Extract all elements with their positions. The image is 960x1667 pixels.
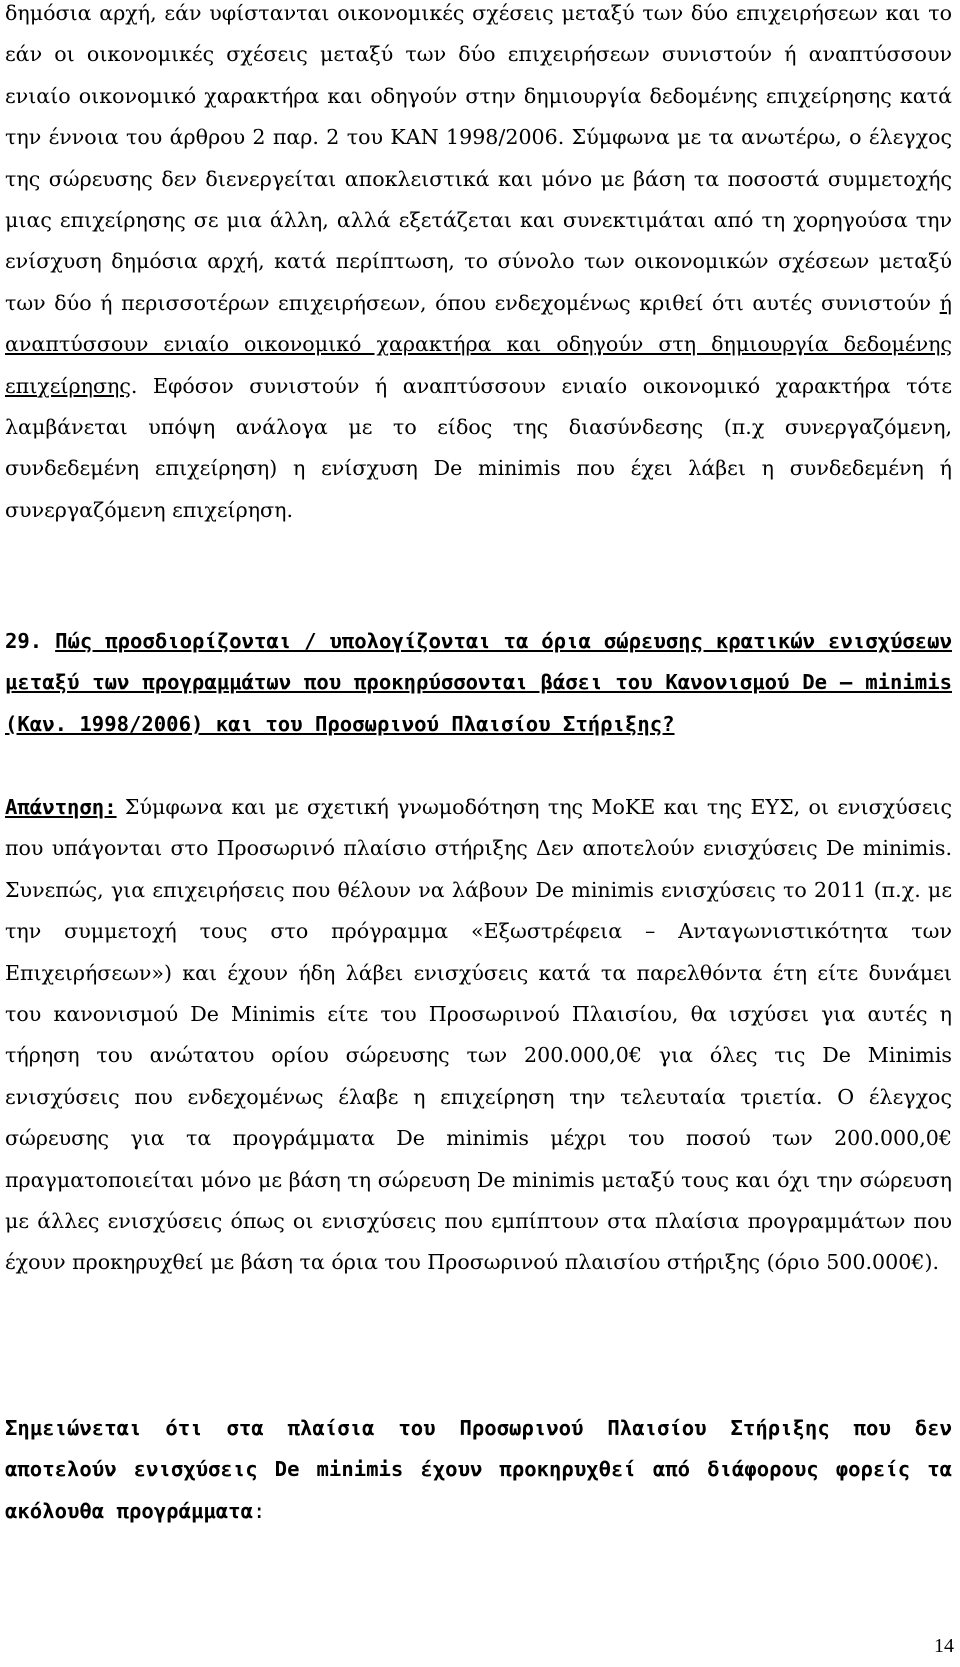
page-number: 14	[934, 1635, 954, 1657]
question-heading	[5, 621, 952, 745]
note-paragraph	[5, 1408, 952, 1532]
note-text: Σημειώνεται ότι στα πλαίσια του Προσωρινού Πλαισίου Στήριξης που δεν αποτελούν ενισχύσεις De minimis έχουν προκηρυχθεί από διάφορους φορείς τα ακόλουθα προγράμματα	[5, 1416, 952, 1523]
answer-paragraph	[5, 787, 952, 1284]
paragraph-text: δημόσια αρχή, εάν υφίστανται οικονομικές σχέσεις μεταξύ των δύο επιχειρήσεων και το εάν οι οικονομικές σχέσεις μεταξύ των δύο επιχειρήσεων συνιστούν ή αναπτύσσουν ενιαίο οικονομικό χαρακτήρα και οδηγούν στην δημιουργία δεδομένης επιχείρησης κατά την έννοια του άρθρου 2 παρ. 2 του ΚΑΝ 1998/2006. Σύμφωνα με τα ανωτέρω, ο έλεγχος της σώρευσης δεν διενεργείται αποκλειστικά και μόνο με βάση τα ποσοστά συμμετοχής μιας επιχείρησης σε μια άλλη, αλλά εξετάζεται και συνεκτιμάται από τη χορηγούσα την ενίσχυση δημόσια αρχή, κατά περίπτωση, το σύνολο των οικονομικών σχέσεων μεταξύ των δύο ή περισσοτέρων επιχειρήσεων, όπου ενδεχομένως κριθεί ότι αυτές συνιστούν	[5, 1, 952, 315]
question-number: 29.	[5, 629, 43, 653]
underlined-phrase: ή αναπτύσσουν ενιαίο οικονομικό χαρακτήρα και οδηγούν στη δημιουργία δεδομένης επιχείρησης	[5, 290, 952, 398]
paragraph-cumulation-control	[5, 0, 952, 531]
paragraph-text-continued: . Εφόσον συνιστούν ή αναπτύσσουν ενιαίο οικονομικό χαρακτήρα τότε λαμβάνεται υπόψη ανάλογα με το είδος της διασύνδεσης (π.χ συνεργαζόμενη, συνδεδεμένη επιχείρηση) η ενίσχυση De minimis που έχει λάβει η συνδεδεμένη ή συνεργαζόμενη επιχείρηση.	[5, 373, 952, 522]
question-text: Πώς προσδιορίζονται / υπολογίζονται τα όρια σώρευσης κρατικών ενισχύσεων μεταξύ των προγραμμάτων που προκηρύσσονται βάσει του Κανονισμού De – minimis (Καν. 1998/2006) και του Προσωρινού Πλαισίου Στήριξης?	[5, 629, 952, 736]
answer-text: Σύμφωνα και με σχετική γνωμοδότηση της ΜοΚΕ και της ΕΥΣ, οι ενισχύσεις που υπάγονται στο Προσωρινό πλαίσιο στήριξης Δεν αποτελούν ενισχύσεις De minimis. Συνεπώς, για επιχειρήσεις που θέλουν να λάβουν De minimis ενισχύσεις το 2011 (π.χ. με την συμμετοχή τους στο πρόγραμμα «Εξωστρέφεια – Ανταγωνιστικότητα των Επιχειρήσεων») και έχουν ήδη λάβει ενισχύσεις κατά τα παρελθόντα έτη είτε δυνάμει του κανονισμού De Minimis είτε του Προσωρινού Πλαισίου, θα ισχύσει για αυτές η τήρηση του ανώτατου ορίου σώρευσης των 200.000,0€ για όλες τις De Minimis ενισχύσεις που ενδεχομένως έλαβε η επιχείρηση την τελευταία τριετία. Ο έλεγχος σώρευσης για τα προγράμματα De minimis μέχρι του ποσού των 200.000,0€ πραγματοποιείται μόνο με βάση τη σώρευση De minimis μεταξύ τους και όχι την σώρευση με άλλες ενισχύσεις όπως οι ενισχύσεις που εμπίπτουν στα πλαίσια προγραμμάτων που έχουν προκηρυχθεί με βάση τα όρια του Προσωρινού πλαισίου στήριξης (όριο 500.000€).	[5, 795, 952, 1275]
note-colon: :	[252, 1498, 266, 1523]
answer-label: Απάντηση:	[5, 795, 117, 819]
